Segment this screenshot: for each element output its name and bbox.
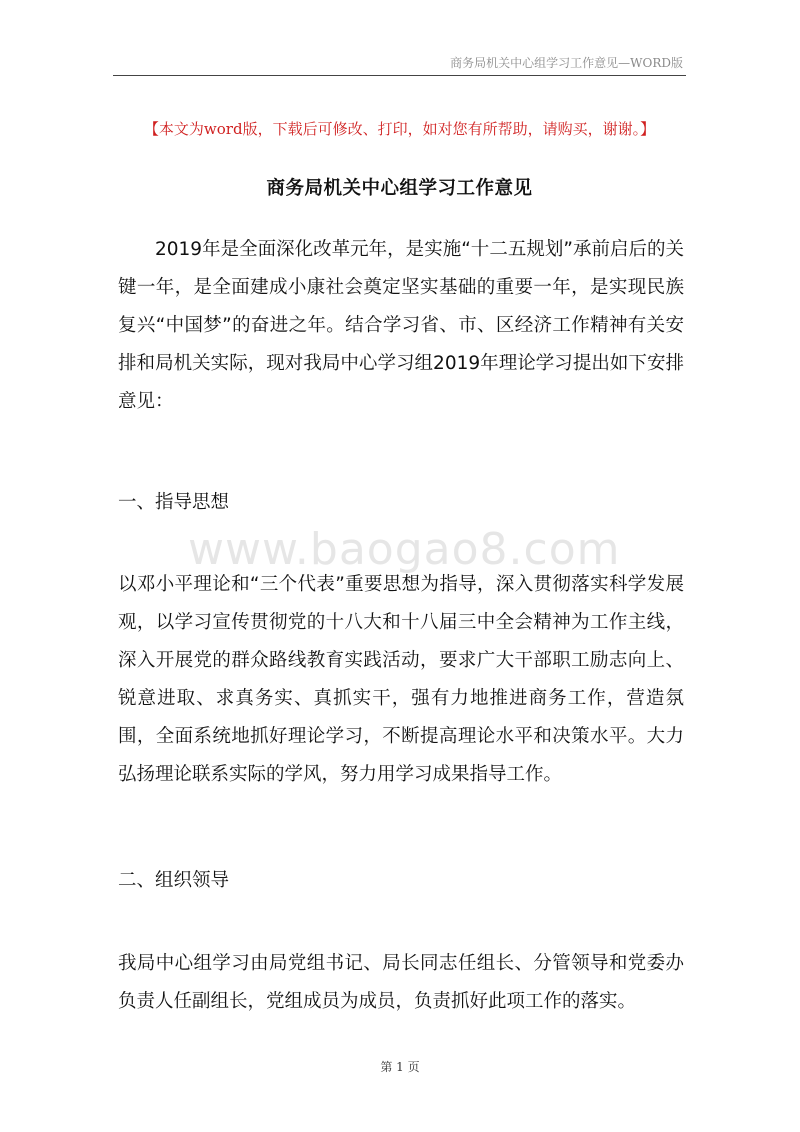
section-heading-guiding-ideology: 一、指导思想: [118, 492, 230, 513]
purchase-notice: 【本文为word版，下载后可修改、打印，如对您有所帮助，请购买，谢谢。】: [143, 120, 656, 138]
section-body-organization: 我局中心组学习由局党组书记、局长同志任组长、分管领导和党委办负责人任副组长，党组成员为成员，负责抓好此项工作的落实。: [118, 953, 684, 1012]
page-number: 第 1 页: [380, 1060, 420, 1074]
section-body-guiding-ideology: 以邓小平理论和“三个代表”重要思想为指导，深入贯彻落实科学发展观，以学习宣传贯彻党的十八大和十八届三中全会精神为工作主线，深入开展党的群众路线教育实践活动，要求广大干部职工励志向上、锐意进取、求真务实、真抓实干，强有力地推进商务工作，营造氛围，全面系统地抓好理论学习，不断提高理论水平和决策水平。大力弘扬理论联系实际的学风，努力用学习成果指导工作。: [118, 574, 684, 785]
running-header: 商务局机关中心组学习工作意见—WORD版: [450, 56, 683, 70]
document-title: 商务局机关中心组学习工作意见: [266, 178, 533, 199]
site-watermark: www.baogao8.com: [188, 524, 621, 575]
intro-paragraph: 2019年是全面深化改革元年，是实施“十二五规划”承前启后的关键一年，是全面建成小康社会奠定坚实基础的重要一年，是实现民族复兴“中国梦”的奋进之年。结合学习省、市、区经济工作精神有关安排和局机关实际，现对我局中心学习组2019年理论学习提出如下安排意见：: [118, 239, 684, 412]
section-heading-organization: 二、组织领导: [118, 870, 230, 891]
header-divider: [113, 75, 686, 76]
